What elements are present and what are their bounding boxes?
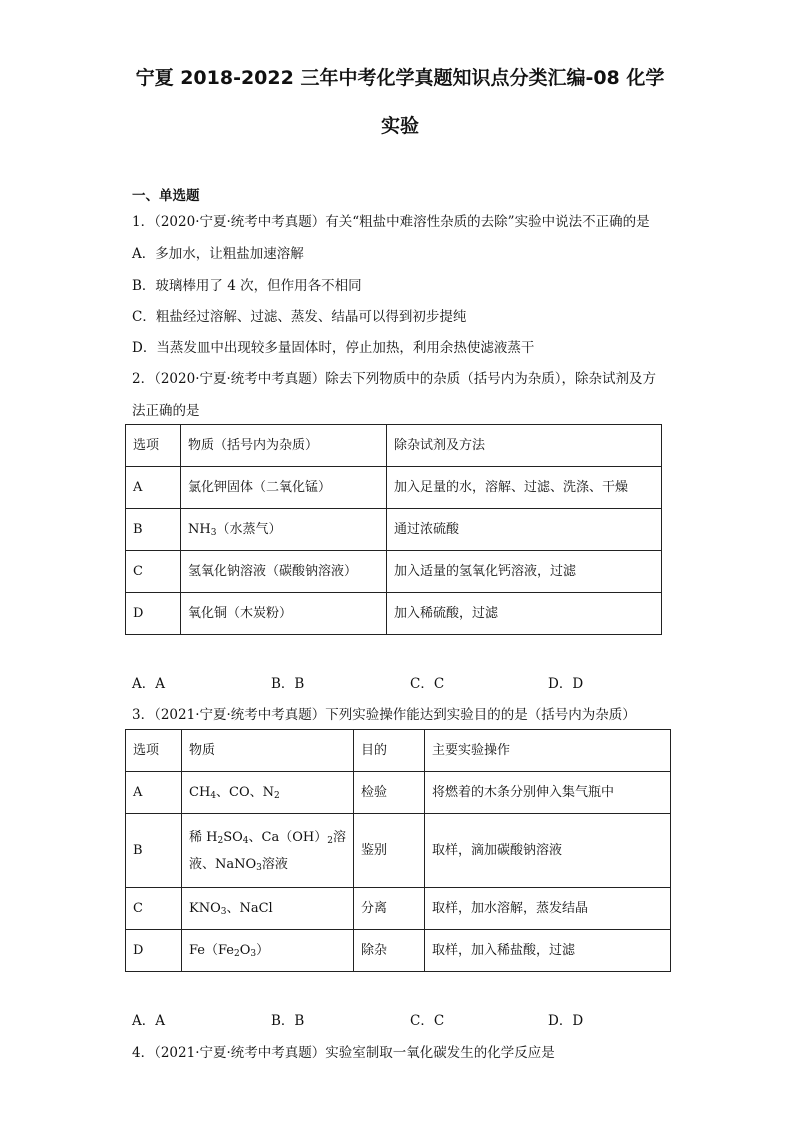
q1-option-b: B．玻璃棒用了 4 次，但作用各不相同 — [132, 278, 362, 294]
doc-title-line1: 宁夏 2018-2022 三年中考化学真题知识点分类汇编-08 化学 — [135, 67, 665, 89]
q2-cell-substance: 氢氧化钠溶液（碳酸钠溶液） — [181, 551, 387, 593]
q3-cell-purpose: 分离 — [354, 888, 425, 930]
q3-table — [125, 729, 671, 972]
q2-cell-method: 通过浓硫酸 — [387, 509, 662, 551]
q2-cell-substance: $NH_3$（水蒸气） — [181, 509, 387, 551]
q2-cell-method: 加入足量的水，溶解、过滤、洗涤、干燥 — [387, 467, 662, 509]
q1-option-a: A．多加水，让粗盐加速溶解 — [132, 246, 304, 262]
q4-stem: 4．（2021·宁夏·统考中考真题）实验室制取一氧化碳发生的化学反应是 — [132, 1045, 555, 1061]
doc-title-line2: 实验 — [380, 115, 419, 137]
q3-header-option: 选项 — [126, 730, 182, 772]
q2-answer-d[interactable]: D．D — [548, 676, 584, 692]
q3-cell-option: C — [126, 888, 182, 930]
q2-answer-b[interactable]: B．B — [271, 676, 305, 692]
q2-cell-option: D — [126, 593, 181, 635]
q3-cell-operation: 取样，滴加碳酸钠溶液 — [425, 814, 671, 888]
table-row — [126, 730, 671, 772]
q2-answer-a[interactable]: A．A — [132, 676, 165, 692]
q3-header-operation: 主要实验操作 — [425, 730, 671, 772]
q1-stem: 1．（2020·宁夏·统考中考真题）有关“粗盐中难溶性杂质的去除”实验中说法不正确的是 — [132, 214, 650, 230]
q3-answer-d[interactable]: D．D — [548, 1013, 584, 1029]
q2-cell-substance: 氯化钾固体（二氧化锰） — [181, 467, 387, 509]
q2-cell-option: C — [126, 551, 181, 593]
q3-cell-operation: 将燃着的木条分别伸入集气瓶中 — [425, 772, 671, 814]
table-row — [126, 814, 671, 888]
q3-header-purpose: 目的 — [354, 730, 425, 772]
q3-answer-a[interactable]: A．A — [132, 1013, 165, 1029]
section-heading: 一、单选题 — [132, 188, 200, 204]
q1-option-d: D．当蒸发皿中出现较多量固体时，停止加热，利用余热使滤液蒸干 — [132, 340, 535, 356]
q3-cell-operation: 取样，加入稀盐酸，过滤 — [425, 930, 671, 972]
q2-cell-option: A — [126, 467, 181, 509]
q3-cell-option: A — [126, 772, 182, 814]
q2-stem-line1: 2．（2020·宁夏·统考中考真题）除去下列物质中的杂质（括号内为杂质），除杂试剂及方 — [132, 371, 657, 387]
q3-answer-c[interactable]: C．C — [410, 1013, 445, 1029]
table-row — [126, 593, 662, 635]
q2-header-option: 选项 — [126, 425, 181, 467]
q1-option-c: C．粗盐经过溶解、过滤、蒸发、结晶可以得到初步提纯 — [132, 309, 467, 325]
table-row — [126, 888, 671, 930]
q2-stem-line2: 法正确的是 — [132, 403, 200, 419]
q2-header-method: 除杂试剂及方法 — [387, 425, 662, 467]
table-row — [126, 772, 671, 814]
q2-cell-method: 加入适量的氢氧化钙溶液，过滤 — [387, 551, 662, 593]
table-row — [126, 551, 662, 593]
q3-cell-operation: 取样，加水溶解，蒸发结晶 — [425, 888, 671, 930]
q2-table — [125, 424, 662, 635]
q3-cell-option: D — [126, 930, 182, 972]
q2-cell-option: B — [126, 509, 181, 551]
q2-answer-c[interactable]: C．C — [410, 676, 445, 692]
q2-header-substance: 物质（括号内为杂质） — [181, 425, 387, 467]
q3-answer-b[interactable]: B．B — [271, 1013, 305, 1029]
table-row — [126, 467, 662, 509]
q3-cell-substance: $KNO_3$、NaCl — [182, 888, 354, 930]
table-row — [126, 930, 671, 972]
q3-header-substance: 物质 — [182, 730, 354, 772]
q3-cell-substance: $Fe(Fe_2O_3)$ — [182, 930, 354, 972]
table-row — [126, 425, 662, 467]
q2-cell-substance: 氧化铜（木炭粉） — [181, 593, 387, 635]
q3-cell-purpose: 鉴别 — [354, 814, 425, 888]
q3-cell-substance: $CH_4$、CO、$N_2$ — [182, 772, 354, 814]
q3-cell-purpose: 检验 — [354, 772, 425, 814]
q2-cell-method: 加入稀硫酸，过滤 — [387, 593, 662, 635]
q3-stem: 3．（2021·宁夏·统考中考真题）下列实验操作能达到实验目的的是（括号内为杂质） — [132, 707, 636, 723]
q3-cell-substance: 稀 $H_2SO_4$、$Ca(OH)_2$溶 液、NaNO$_3$溶液 — [182, 814, 354, 888]
table-row — [126, 509, 662, 551]
q3-cell-option: B — [126, 814, 182, 888]
q3-cell-purpose: 除杂 — [354, 930, 425, 972]
